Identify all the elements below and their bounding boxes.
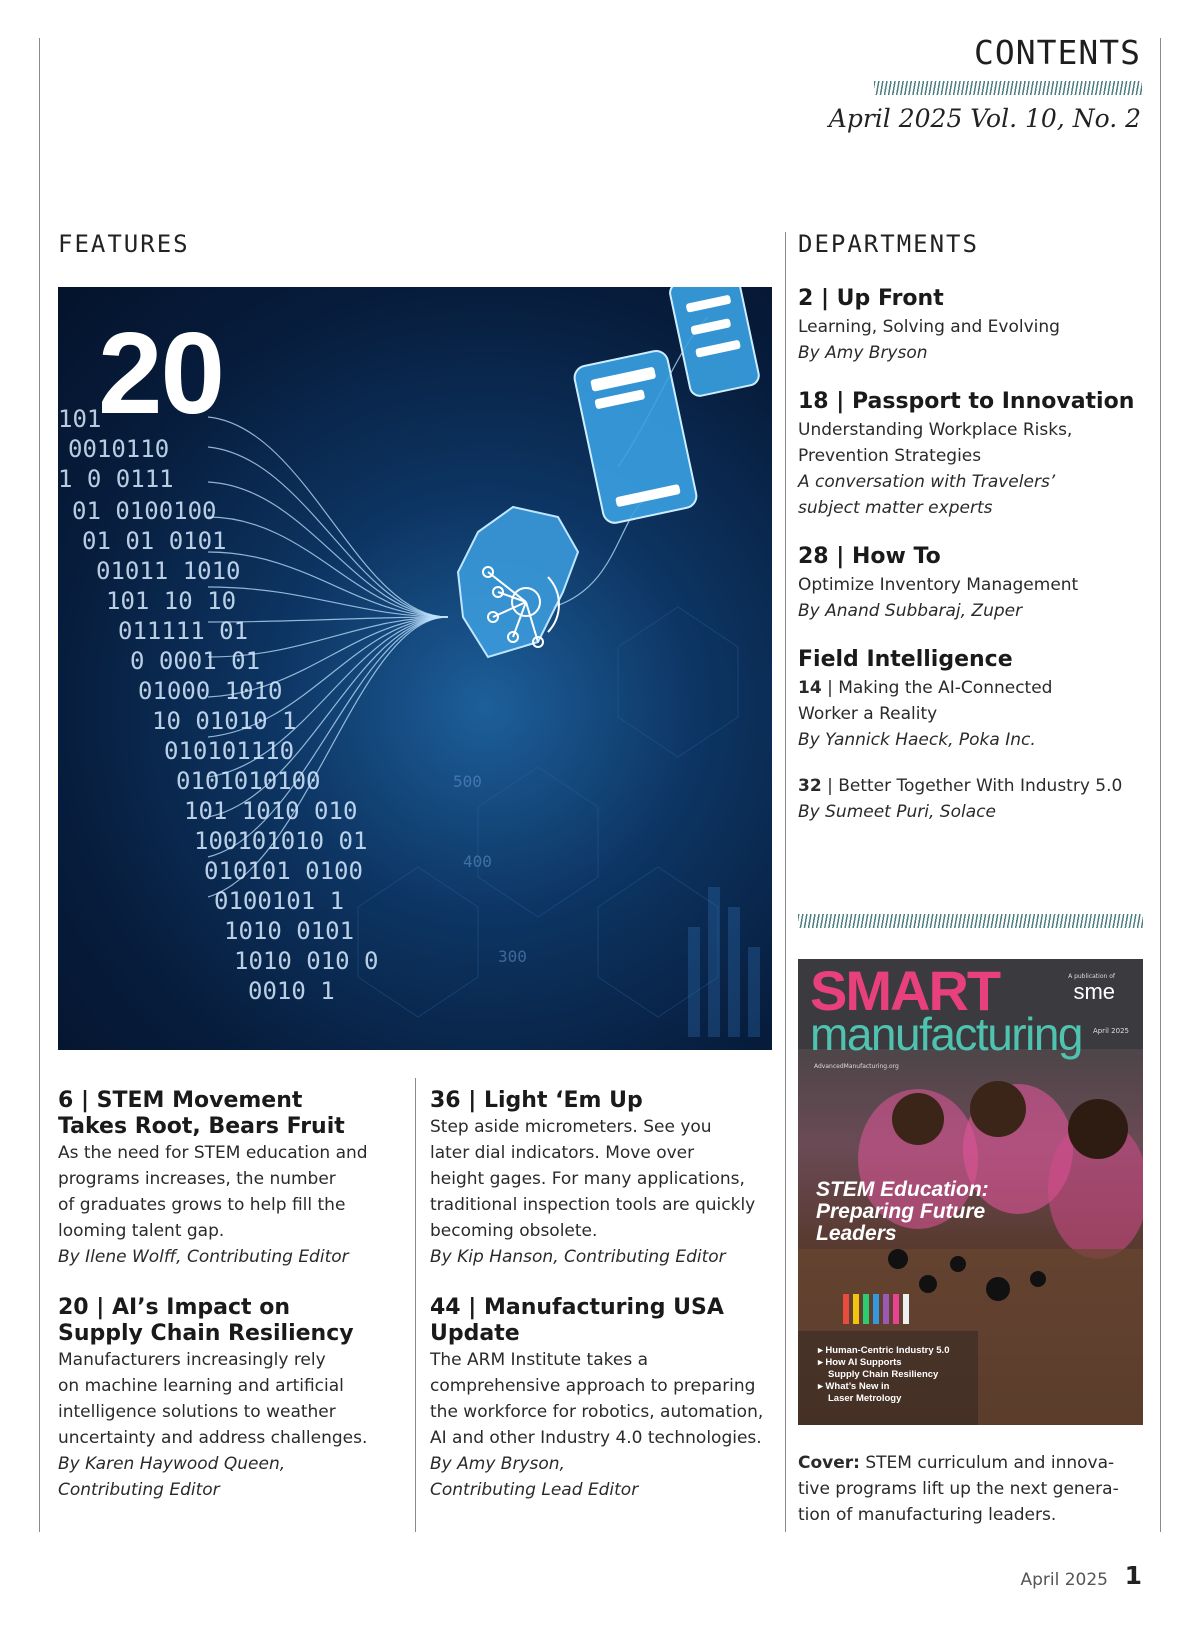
departments-heading: DEPARTMENTS [798, 230, 979, 258]
svg-text:010101 0100: 010101 0100 [204, 857, 363, 885]
dept-field-intelligence [798, 645, 1158, 825]
cover-date: April 2025 [1092, 1027, 1129, 1035]
svg-text:0100101 1: 0100101 1 [214, 887, 345, 915]
cover-headline: STEM Education: Preparing Future Leaders [816, 1178, 989, 1245]
feature-desc: Step aside micrometers. See you later dial indicators. Move over height gages. For many applications, traditional inspection tools are quickly becoming obsolete. [430, 1117, 756, 1241]
dept-passport-to-innovation: 18 | Passport to Innovation Understanding Workplace Risks, Prevention Strategies A conversation with Travelers’ subject matter experts [798, 387, 1158, 521]
cover-caption-text: STEM curriculum and innova-tive programs lift up the next genera-tion of manufacturing leaders. [798, 1453, 1119, 1525]
svg-text:0010 1: 0010 1 [248, 977, 335, 1005]
svg-text:011111 01: 011111 01 [118, 617, 249, 645]
cover-caption [798, 1450, 1143, 1528]
feature-title: 44 | Manufacturing USA Update [430, 1295, 724, 1346]
features-heading: FEATURES [58, 230, 190, 258]
svg-text:400: 400 [463, 852, 492, 871]
dept-up-front: 2 | Up Front Learning, Solving and Evolving By Amy Bryson [798, 284, 1158, 366]
svg-text:101 1010 010: 101 1010 010 [184, 797, 358, 825]
svg-text:101: 101 [58, 405, 102, 433]
field-entry-32: 32 | Better Together With Industry 5.0 By Sumeet Puri, Solace [798, 776, 1123, 822]
cover-publisher-small: A publication of [1068, 973, 1115, 980]
svg-text:01011 1010: 01011 1010 [96, 557, 241, 585]
feature-title: 6 | STEM Movement Takes Root, Bears Fruit [58, 1088, 345, 1139]
departments-hatch-rule [798, 914, 1143, 928]
feature-article-20 [58, 1295, 388, 1503]
cover-bullet-cont: Supply Chain Resiliency [828, 1369, 939, 1380]
svg-text:0010110: 0010110 [68, 435, 170, 463]
feature-desc: Manufacturers increasingly rely on machine learning and artificial intelligence solutions to weather uncertainty and address challenges. [58, 1350, 368, 1448]
issue-line: April 2025 Vol. 10, No. 2 [828, 104, 1141, 133]
feature-article-36 [430, 1088, 775, 1270]
cover-url: AdvancedManufacturing.org [814, 1063, 899, 1070]
feature-desc: As the need for STEM education and programs increases, the number of graduates grows to help fill the looming talent gap. [58, 1143, 368, 1241]
svg-text:0101010100: 0101010100 [176, 767, 321, 795]
feature-author: By Kip Hanson, Contributing Editor [430, 1247, 726, 1267]
cover-brand-smart: SMART [810, 959, 1000, 1022]
header-hatch-rule [874, 81, 1142, 95]
page-title: CONTENTS [974, 33, 1141, 72]
cover-bullet: ▸ Human-Centric Industry 5.0 [818, 1345, 950, 1356]
feature-author: By Amy Bryson, Contributing Lead Editor [430, 1454, 639, 1500]
feature-desc: The ARM Institute takes a comprehensive approach to preparing the workforce for robotics, automation, AI and other Industry 4.0 technologies. [430, 1350, 764, 1448]
svg-text:01 01 0101: 01 01 0101 [82, 527, 227, 555]
svg-text:101 10 10: 101 10 10 [106, 587, 237, 615]
svg-text:1010 0101: 1010 0101 [224, 917, 355, 945]
feature-hero-image [58, 287, 772, 1050]
svg-text:1010 010 0: 1010 010 0 [234, 947, 379, 975]
svg-text:010101110: 010101110 [164, 737, 295, 765]
dept-title: 18 | Passport to Innovation [798, 389, 1135, 414]
svg-text:01000 1010: 01000 1010 [138, 677, 283, 705]
dept-title: Field Intelligence [798, 647, 1013, 672]
cover-bullet: ▸ How AI Supports [818, 1357, 902, 1368]
feature-article-6 [58, 1088, 388, 1270]
features-column-divider [415, 1078, 416, 1532]
dept-title: 2 | Up Front [798, 286, 944, 311]
svg-text:1 0 0111: 1 0 0111 [58, 465, 174, 493]
svg-text:500: 500 [453, 772, 482, 791]
cover-publisher-logo: sme [1073, 979, 1115, 1004]
footer-page-number: 1 [1124, 1561, 1142, 1590]
svg-text:10 01010 1: 10 01010 1 [152, 707, 297, 735]
feature-title: 36 | Light ‘Em Up [430, 1088, 643, 1113]
svg-text:01 0100100: 01 0100100 [72, 497, 217, 525]
departments-divider [785, 232, 786, 1532]
field-entry-14: 14 | Making the AI-Connected Worker a Reality By Yannick Haeck, Poka Inc. [798, 678, 1053, 750]
left-frame-rule [39, 38, 40, 1532]
cover-bullet: ▸ What’s New in [818, 1381, 890, 1392]
dept-how-to: 28 | How To Optimize Inventory Management By Anand Subbaraj, Zuper [798, 542, 1158, 624]
svg-text:0 0001 01: 0 0001 01 [130, 647, 261, 675]
right-frame-rule [1160, 38, 1161, 1532]
dept-title: 28 | How To [798, 544, 941, 569]
cover-brand-manufacturing: manufacturing [810, 1008, 1082, 1060]
feature-title: 20 | AI’s Impact on Supply Chain Resiliency [58, 1295, 354, 1346]
feature-author: By Karen Haywood Queen, Contributing Editor [58, 1454, 286, 1500]
cover-bullet-cont: Laser Metrology [828, 1393, 902, 1404]
hero-page-number: 20 [98, 308, 224, 438]
feature-article-44 [430, 1295, 775, 1503]
magazine-cover-image [798, 959, 1143, 1425]
svg-text:100101010 01: 100101010 01 [194, 827, 368, 855]
cover-caption-label: Cover: [798, 1453, 860, 1473]
cover-bullets [818, 1345, 949, 1405]
svg-text:300: 300 [498, 947, 527, 966]
feature-author: By Ilene Wolff, Contributing Editor [58, 1247, 349, 1267]
footer-date: April 2025 [1020, 1570, 1108, 1590]
